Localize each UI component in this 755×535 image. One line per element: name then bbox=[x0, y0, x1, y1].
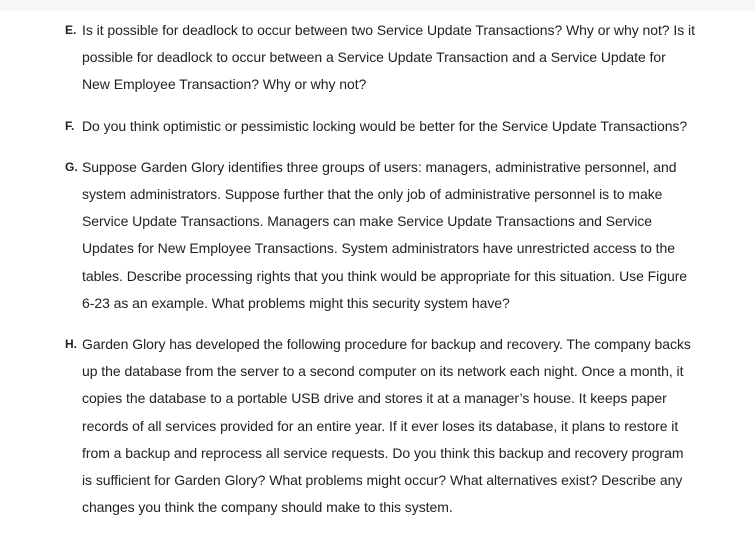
top-bar bbox=[0, 0, 755, 11]
question-letter: F. bbox=[65, 118, 75, 133]
question-text: Do you think optimistic or pessimistic locking would be better for the Service Update Transactions? bbox=[82, 117, 688, 134]
question-text: Is it possible for deadlock to occur between two Service Update Transactions? Why or why not? Is it possible for deadlock to occur between a Service Update Transaction and a Service Update for New Employee Transaction? Why or why not? bbox=[82, 22, 695, 93]
question-letter: H. bbox=[65, 337, 77, 352]
question-text: Garden Glory has developed the following procedure for backup and recovery. The company backs up the database from the server to a second computer on its network each night. Once a month, it copies the database to a portable USB drive and stores it at a manager’s house. It keeps paper records of all services provided for an entire year. If it ever loses its database, it plans to restore it from a backup and reprocess all service requests. Do you think this backup and recovery program is sufficient for Garden Glory? What problems might occur? What alternatives exist? Describe any changes you think the company should make to this system. bbox=[82, 336, 691, 516]
question-g bbox=[0, 154, 755, 317]
question-h bbox=[0, 331, 755, 521]
question-list bbox=[0, 17, 755, 535]
question-letter: G. bbox=[65, 159, 78, 174]
question-f bbox=[0, 113, 755, 140]
question-text: Suppose Garden Glory identifies three groups of users: managers, administrative personnel, and system administrators. Suppose further that the only job of administrative personnel is to make Service Update Transactions. Managers can make Service Update Transactions and Service Updates for New Employee Transactions. System administrators have unrestricted access to the tables. Describe processing rights that you think would be appropriate for this situation. Use Figure 6-23 as an example. What problems might this security system have? bbox=[82, 158, 688, 311]
question-letter: E. bbox=[65, 23, 77, 37]
question-e bbox=[0, 17, 755, 99]
